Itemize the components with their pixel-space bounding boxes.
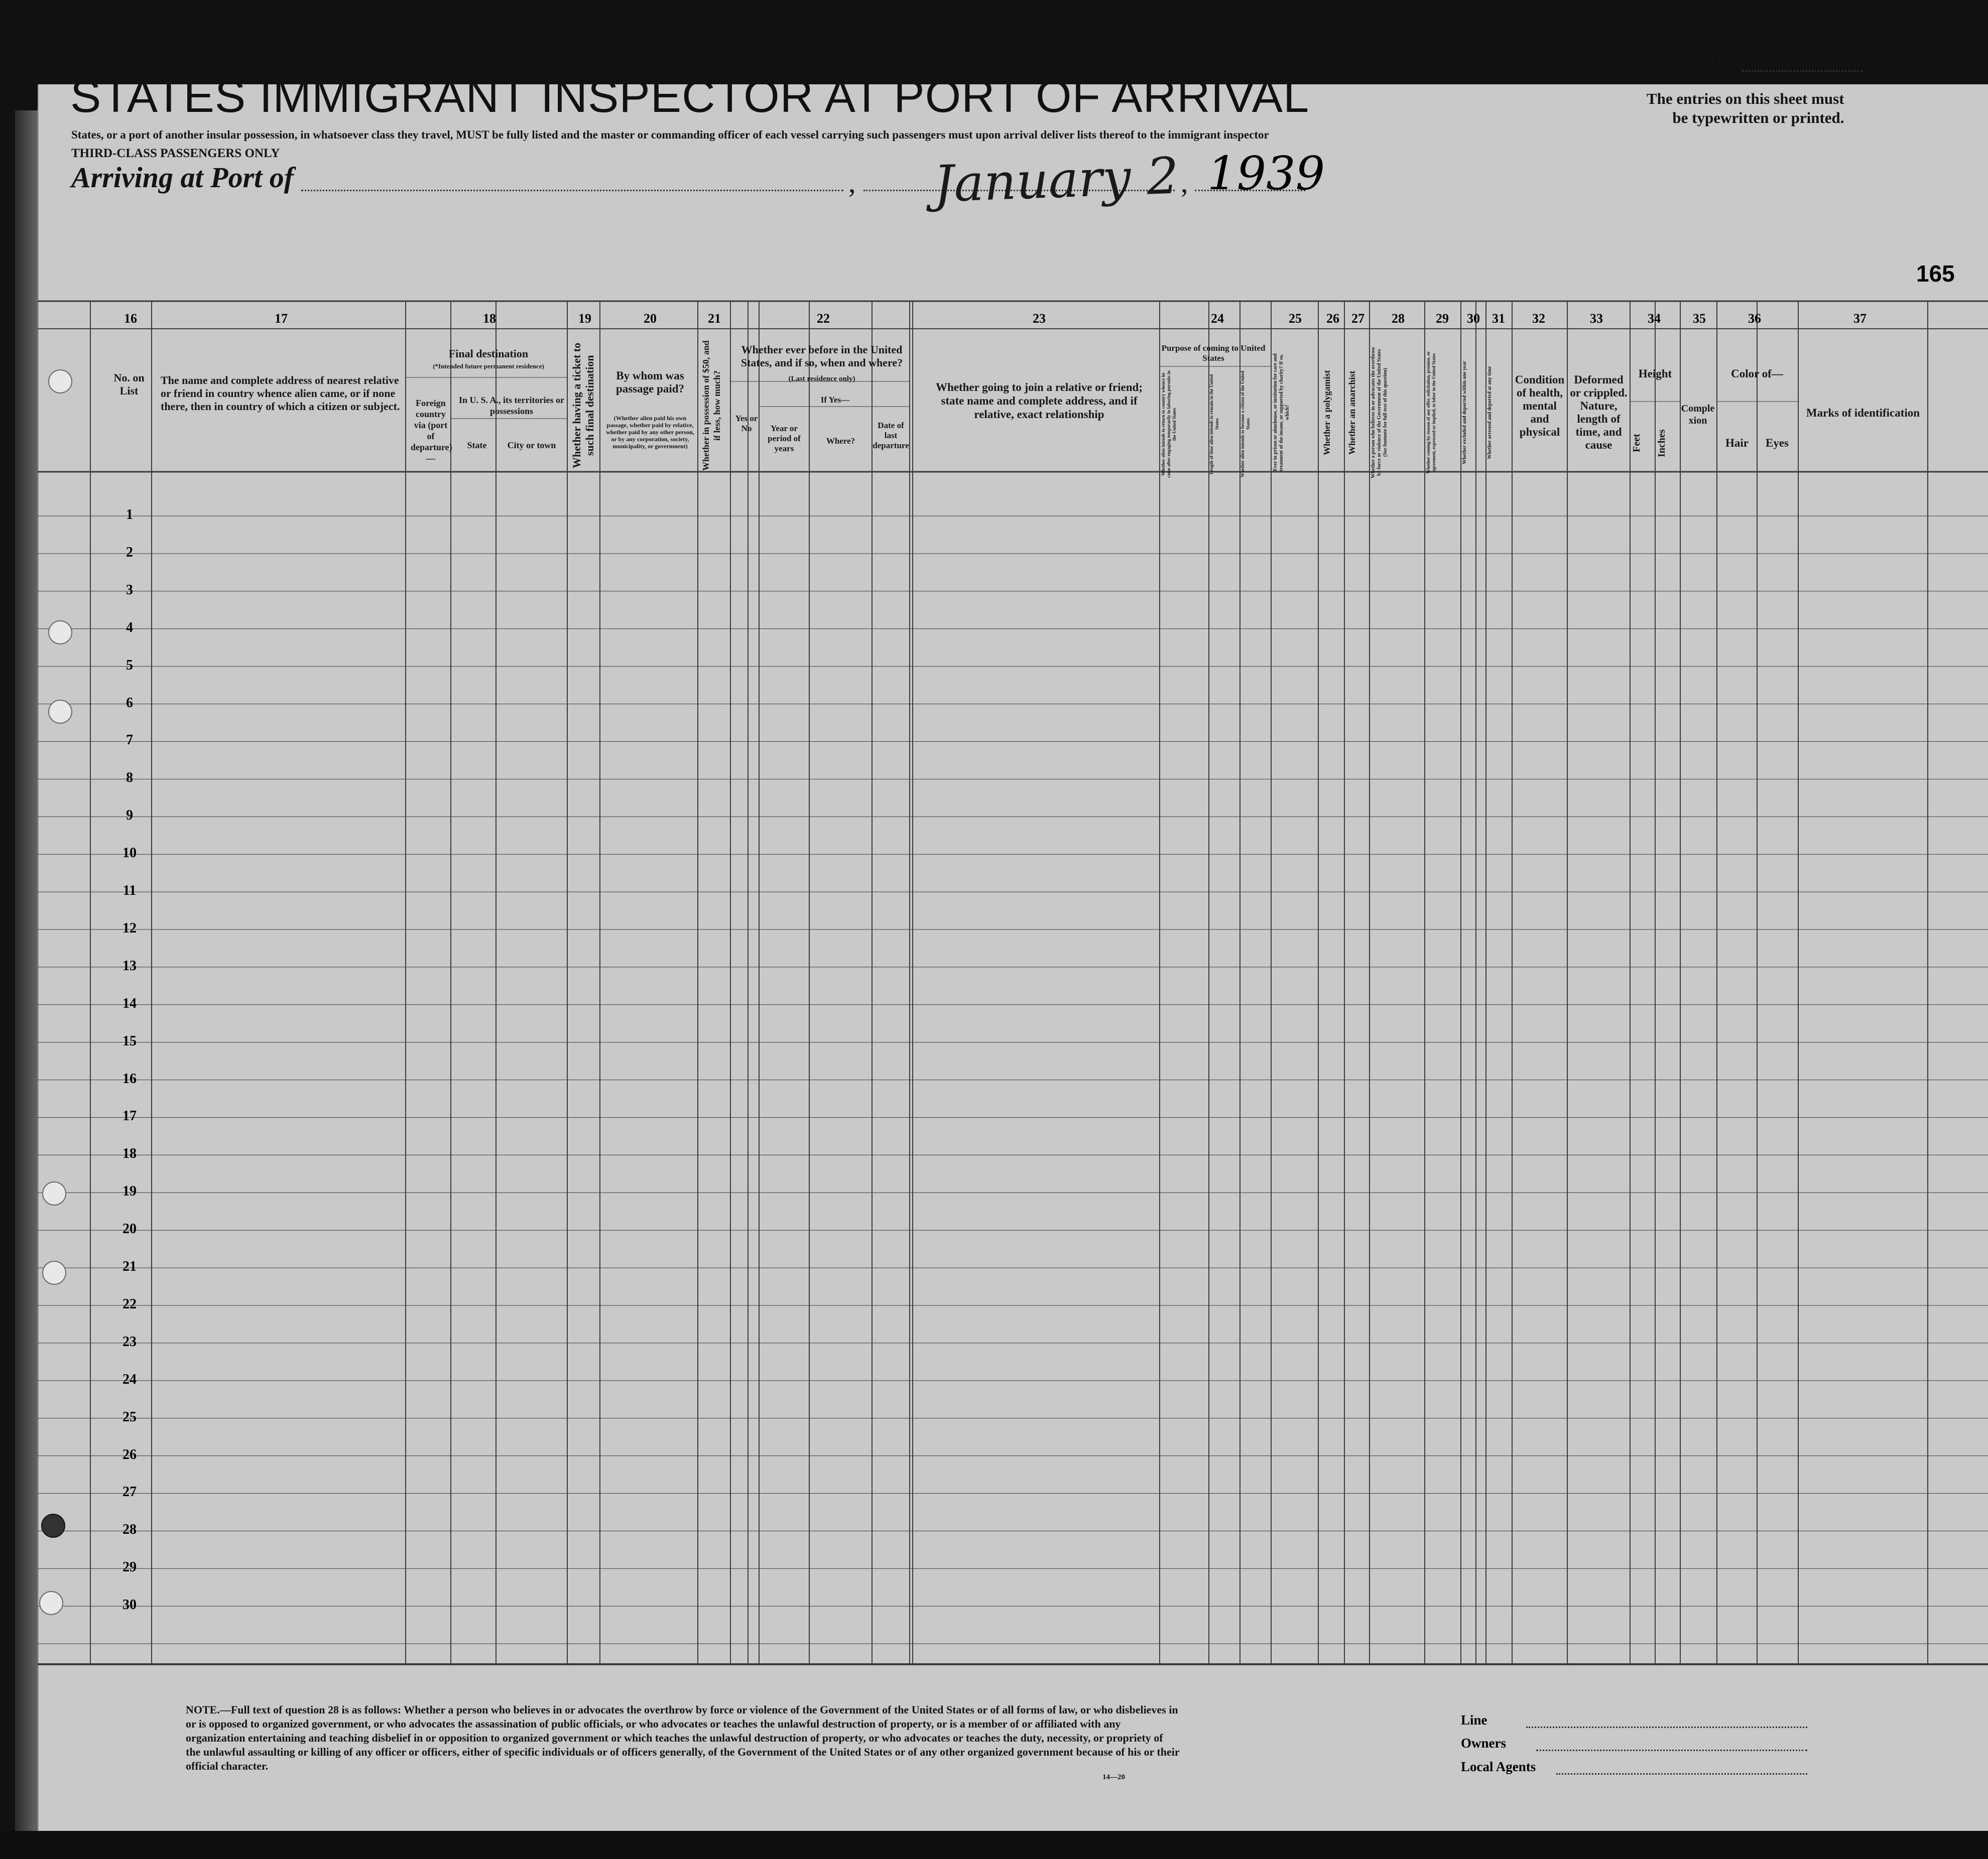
column-number: 30 <box>1467 311 1480 326</box>
header-state: State <box>467 440 487 450</box>
row-number: 22 <box>122 1296 137 1312</box>
header-arrested: Whether arrested and deported at any time <box>1487 366 1493 459</box>
typewritten-note-line: be typewritten or printed. <box>1672 109 1844 126</box>
punch-hole <box>48 369 72 393</box>
passenger-class-label: THIRD-CLASS PASSENGERS ONLY <box>71 147 280 160</box>
punch-hole <box>42 1261 66 1285</box>
header-height: Height <box>1638 367 1672 380</box>
header-marks-identification: Marks of identification <box>1806 407 1920 419</box>
column-number: 23 <box>1033 311 1046 326</box>
row-number: 6 <box>126 695 133 711</box>
header-purpose: Purpose of coming to United States <box>1161 343 1266 363</box>
form-number: 14—20 <box>1102 1773 1125 1781</box>
row-number: 20 <box>122 1221 137 1237</box>
column-number: 35 <box>1693 311 1706 326</box>
row-number: 1 <box>126 507 133 522</box>
column-number: 25 <box>1289 311 1302 326</box>
header-labor-offer: Whether coming by reason of any offer, solicitation, promise, or agreement, expressed or implied, to labor in the United States <box>1426 351 1436 474</box>
row-number: 4 <box>126 619 133 635</box>
column-number: 33 <box>1590 311 1603 326</box>
row-number: 11 <box>122 883 137 898</box>
row-number: 7 <box>126 732 133 748</box>
column-number: 18 <box>483 311 496 326</box>
local-agents-label: Local Agents <box>1461 1759 1536 1774</box>
column-number: 28 <box>1392 311 1405 326</box>
row-number: 25 <box>122 1409 137 1425</box>
handwritten-year: 1939 <box>1207 147 1325 200</box>
column-number: 21 <box>708 311 721 326</box>
header-city: City or town <box>507 440 556 450</box>
column-number: 34 <box>1648 311 1661 326</box>
column-number: 32 <box>1532 311 1545 326</box>
row-number: 8 <box>126 770 133 786</box>
punch-hole <box>39 1591 63 1615</box>
header-last-residence: (Last residence only) <box>788 375 855 383</box>
instructions-line: States, or a port of another insular possession, in whatsoever class they travel, MUST be fully listed and the master or commanding officer of each vessel carrying such passengers must upon arrival deliver lists thereof to the immigrant inspector <box>71 128 1269 141</box>
owners-label: Owners <box>1461 1736 1506 1751</box>
header-nearest-relative: The name and complete address of nearest relative or friend in country whence alien came, or if none there, then in country of which a citizen or subject. <box>161 374 400 413</box>
punch-hole <box>48 620 72 644</box>
header-health: Condition of health, mental and physical <box>1515 373 1565 438</box>
header-final-destination-note: (*Intended future permanent residence) <box>433 362 544 370</box>
punch-hole <box>48 700 72 724</box>
column-number: 37 <box>1853 311 1867 326</box>
column-number: 19 <box>578 311 591 326</box>
header-polygamist: Whether a polygamist <box>1322 370 1332 455</box>
arriving-label: Arriving at Port of <box>71 161 294 194</box>
header-inches: Inches <box>1656 429 1667 457</box>
row-number: 10 <box>122 845 137 861</box>
local-agents-field <box>1556 1773 1807 1775</box>
separator-comma: , <box>1181 166 1188 199</box>
header-color-of: Color of— <box>1731 367 1783 380</box>
row-number: 16 <box>122 1071 137 1087</box>
header-passage-paid-note: (Whether alien paid his own passage, whether paid by relative, whether paid by any other person, or by any corporation, society, municipality, or government) <box>606 415 694 450</box>
row-number: 28 <box>122 1522 137 1538</box>
row-number: 12 <box>122 920 137 936</box>
row-number: 23 <box>122 1334 137 1350</box>
handwritten-date: January 2 <box>933 146 1180 214</box>
header-foreign-country: Foreign country via (port of departure)— <box>411 398 452 463</box>
header-excluded: Whether excluded and deported within one year <box>1462 361 1467 464</box>
owners-field <box>1536 1750 1807 1751</box>
header-ticket: Whether having a ticket to such final destination <box>570 342 596 469</box>
row-number: 24 <box>122 1371 137 1387</box>
header-ever-before-us: Whether ever before in the United States, and if so, when and where? <box>740 343 903 369</box>
column-number: 31 <box>1492 311 1505 326</box>
header-anarchist: Whether an anarchist <box>1347 370 1357 455</box>
column-number: 22 <box>817 311 830 326</box>
header-prison: Ever in prison or almshouse, or institution for care and treatment of the insane, or supported by charity? If so, which? <box>1273 353 1290 472</box>
separator-comma: , <box>848 166 856 199</box>
column-number: 27 <box>1351 311 1364 326</box>
row-number: 3 <box>126 582 133 598</box>
row-number: 29 <box>122 1559 137 1575</box>
header-yes-no: Yes or No <box>735 414 758 433</box>
header-join-relative: Whether going to join a relative or friend; state name and complete address, and if relative, exact relationship <box>935 381 1143 421</box>
header-passage-paid: By whom was passage paid? <box>615 369 685 395</box>
row-number: 27 <box>122 1484 137 1500</box>
row-number: 15 <box>122 1033 137 1049</box>
row-number: 9 <box>126 808 133 824</box>
footnote-question-28: NOTE.—Full text of question 28 is as follows: Whether a person who believes in or advocates the overthrow by force or violence of the Government of the United States or of all forms of law, or who disbelieves in or is opposed to organized government, or who advocates the assassination of public officials, or who advocates or teaches the unlawful destruction of property, or is a member of or affiliated with any organization entertaining and teaching disbelief in or opposition to organized government or which teaches the unlawful destruction of property, or who advocates or teaches the duty, necessity, or propriety of the unlawful assaulting or killing of any officer or officers, either of specific individuals or of officers generally, of the Government of the United States or of any other organized government because of his or their official character. <box>186 1703 1180 1772</box>
header-purpose-citizen: Whether alien intends to become a citizen of the United States <box>1240 370 1251 478</box>
column-number: 16 <box>124 311 137 326</box>
row-number: 2 <box>126 544 133 560</box>
punch-hole <box>41 1514 65 1538</box>
header-no-on-list: No. on List <box>113 371 145 397</box>
row-number: 21 <box>122 1259 137 1274</box>
row-number: 18 <box>122 1146 137 1162</box>
page-number: 165 <box>1916 260 1955 287</box>
row-number: 30 <box>122 1597 137 1613</box>
row-number: 26 <box>122 1446 137 1463</box>
row-number: 13 <box>122 958 137 974</box>
list-label: List <box>1697 50 1730 74</box>
header-possession-50: Whether in possession of $50, and if less, how much? <box>701 340 722 471</box>
header-overthrow: Whether a person who believes in or advocates the overthrow by force or violence of the Government of the United States (See footnote for full text of this question) <box>1371 347 1388 478</box>
row-number: 14 <box>122 995 137 1011</box>
header-period-years: Year or period of years <box>768 424 801 453</box>
row-number: 5 <box>126 657 133 673</box>
row-number: 19 <box>122 1183 137 1200</box>
column-number: 36 <box>1748 311 1761 326</box>
header-in-usa: In U. S. A., its territories or possessions <box>459 395 564 416</box>
header-complexion: Complexion <box>1681 403 1715 426</box>
row-number: 17 <box>122 1108 137 1124</box>
column-number: 17 <box>275 311 288 326</box>
header-purpose-length: Length of time alien intends to remain in the United States <box>1209 374 1219 474</box>
column-number: 24 <box>1211 311 1224 326</box>
header-eyes: Eyes <box>1766 437 1789 449</box>
typewritten-note-line: The entries on this sheet must <box>1647 90 1844 107</box>
column-number: 29 <box>1436 311 1449 326</box>
column-number: 26 <box>1326 311 1339 326</box>
line-field <box>1526 1727 1807 1728</box>
header-feet: Feet <box>1631 434 1642 453</box>
header-hair: Hair <box>1725 437 1749 449</box>
punch-hole <box>42 1181 66 1206</box>
line-label: Line <box>1461 1712 1487 1728</box>
header-purpose-return: Whether alien intends to return to country whence he came after engaging temporarily in laboring pursuits in the United States <box>1161 370 1177 478</box>
header-if-yes: If Yes— <box>820 395 850 405</box>
header-where: Where? <box>826 436 855 446</box>
header-last-departure: Date of last departure <box>873 421 909 450</box>
header-deformed: Deformed or crippled. Nature, length of time, and cause <box>1570 373 1628 451</box>
page-title: STATES IMMIGRANT INSPECTOR AT PORT OF ARRIVAL <box>70 71 1310 122</box>
film-frame-border <box>0 1831 1988 1859</box>
header-final-destination: Final destination <box>448 347 529 360</box>
column-number: 20 <box>644 311 657 326</box>
